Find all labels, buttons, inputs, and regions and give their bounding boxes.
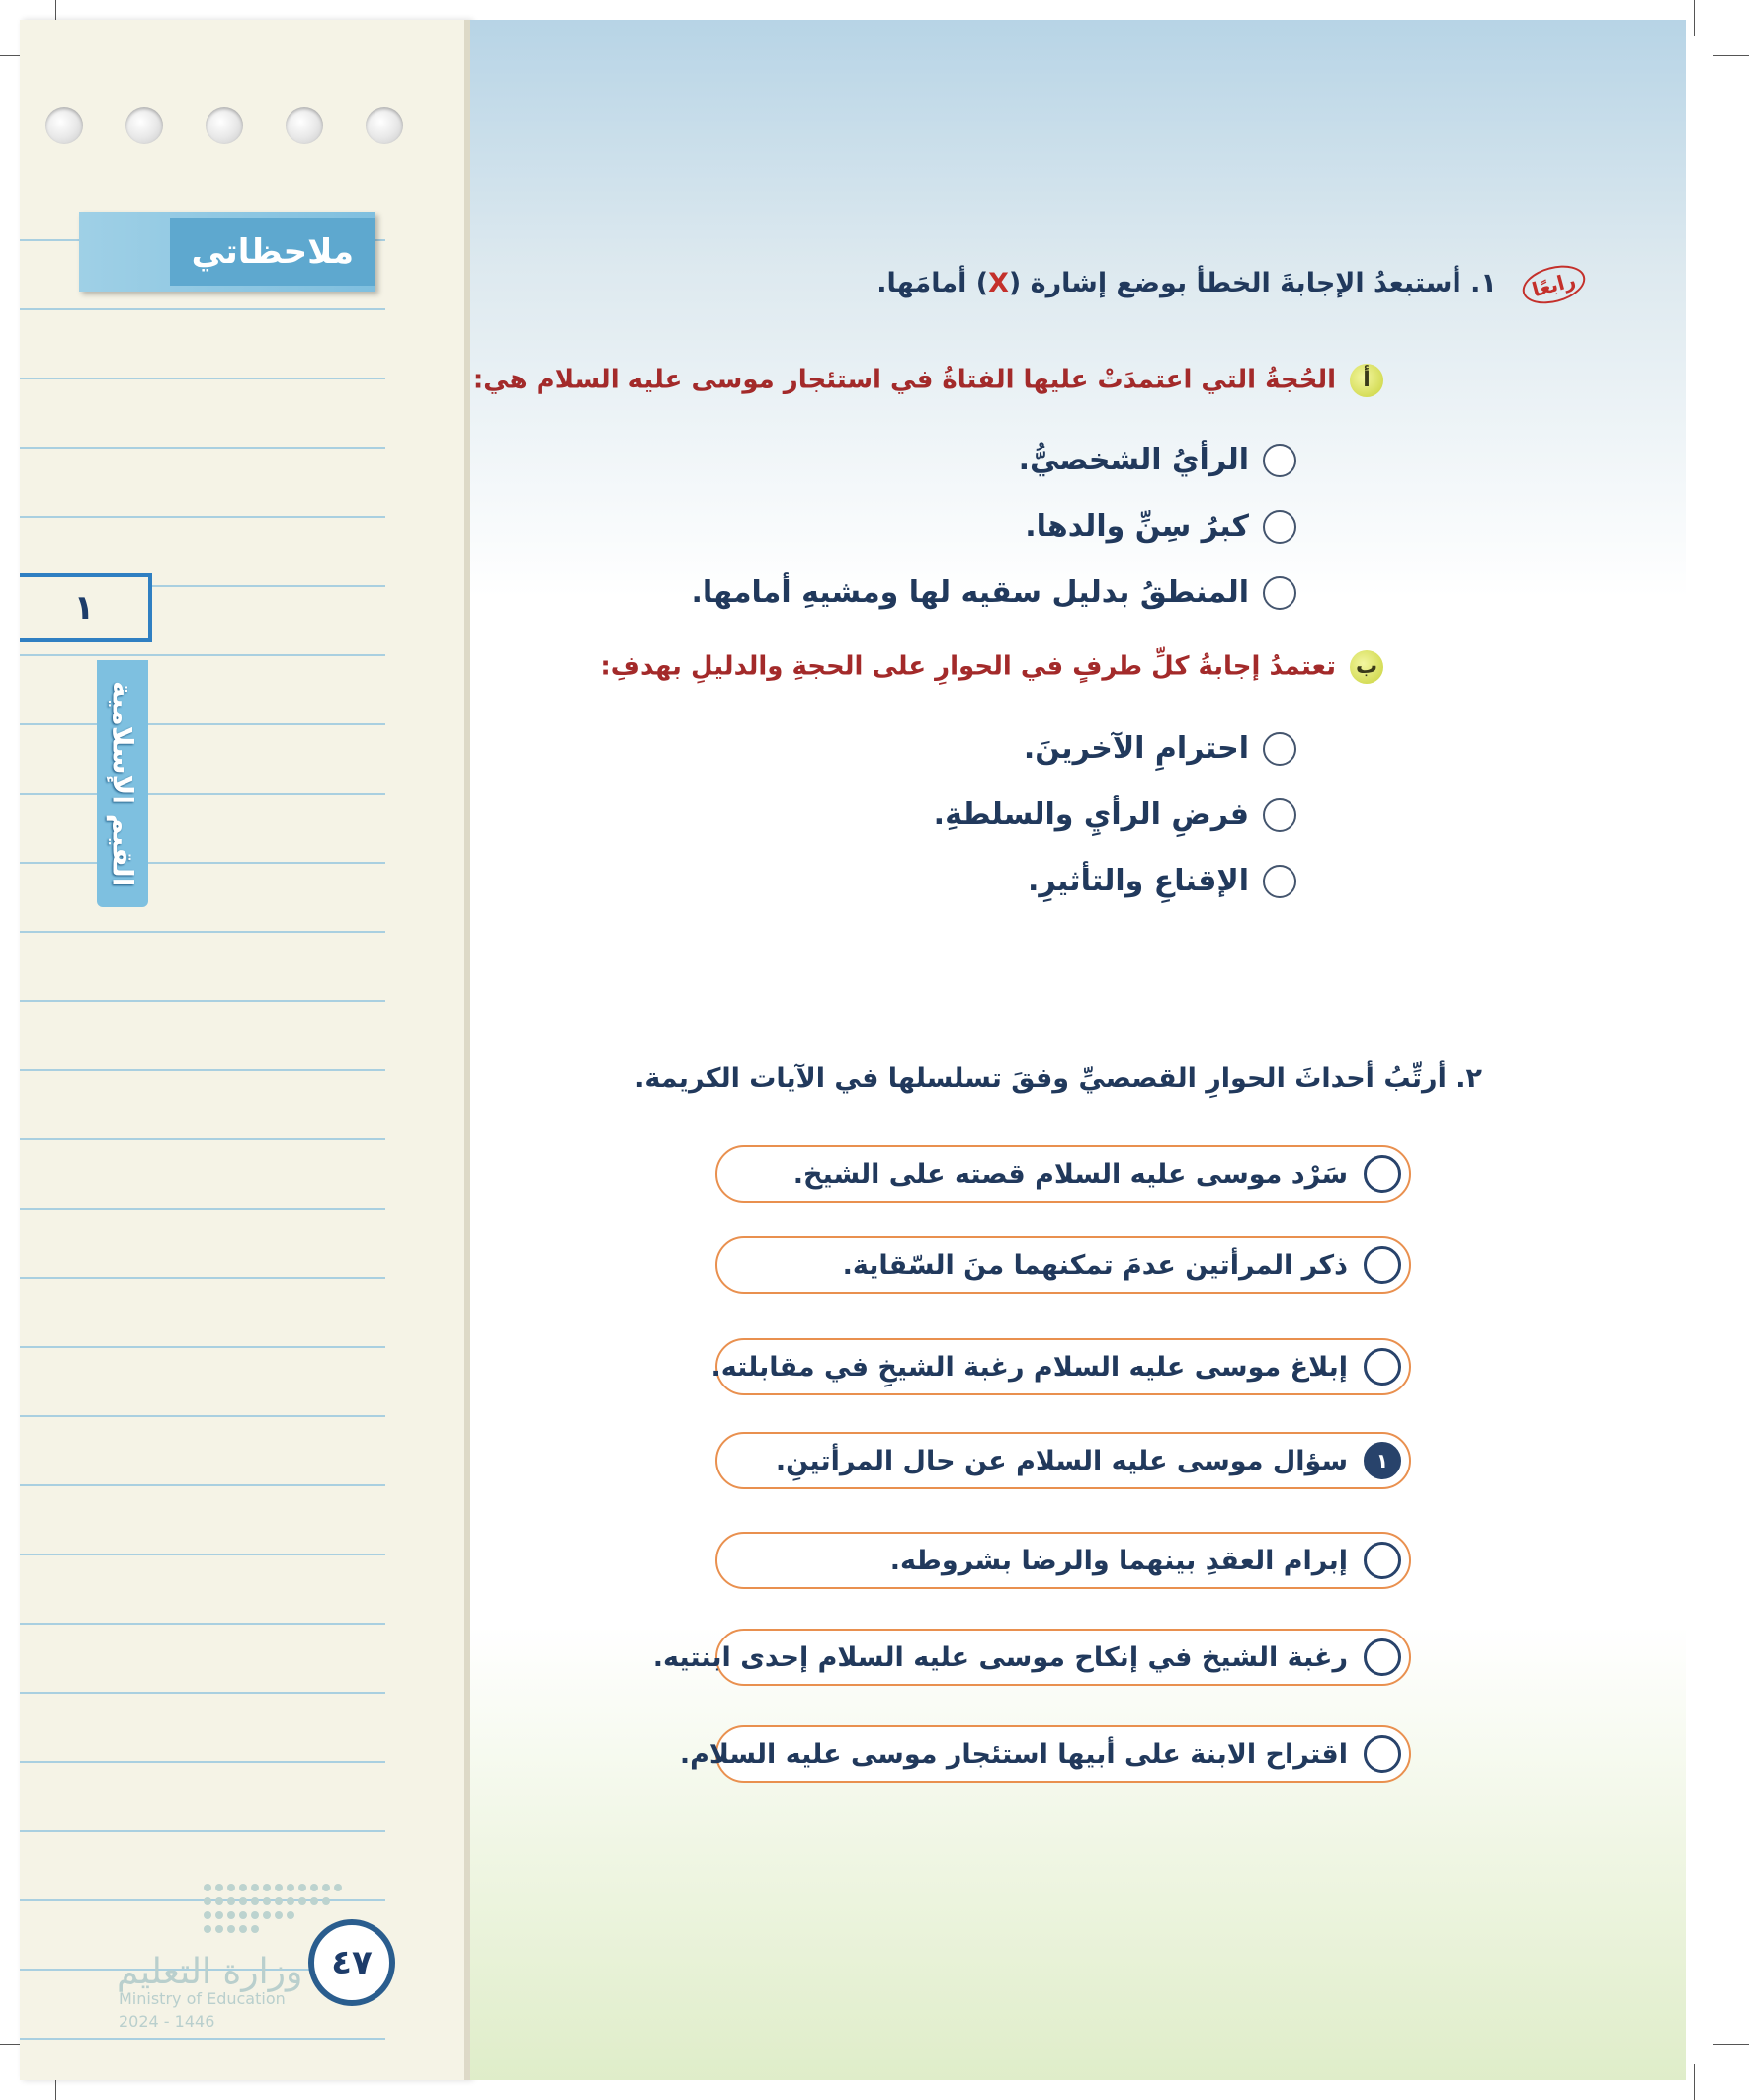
event-text: سَرْد موسى عليه السلام قصته على الشيخ. — [792, 1158, 1348, 1190]
order-circle[interactable] — [1364, 1638, 1401, 1676]
order-circle-filled[interactable]: ١ — [1364, 1442, 1401, 1479]
part-b-badge: ب — [1350, 650, 1383, 684]
page-number — [308, 1919, 395, 2006]
notes-ruled-line — [20, 793, 385, 795]
part-b-text: تعتمدُ إجابةُ كلِّ طرفٍ في الحوارِ على الحجةِ والدليلِ بهدفِ: — [600, 651, 1336, 682]
notes-ruled-line — [20, 1208, 385, 1210]
q2-heading — [634, 1063, 1482, 1094]
notes-ruled-line — [20, 1069, 385, 1071]
option-text: كبرُ سِنِّ والدها. — [1025, 509, 1249, 544]
q1-prompt-end: ) أمامَها. — [876, 268, 989, 298]
notes-ruled-line — [20, 1277, 385, 1279]
answer-circle[interactable] — [1263, 798, 1296, 832]
unit-title-tab — [97, 660, 148, 907]
q1a-option[interactable] — [1025, 509, 1296, 544]
x-mark-icon: X — [988, 268, 1009, 298]
option-text: الرأيُ الشخصيُّ. — [1018, 443, 1249, 477]
notes-ruled-line — [20, 1761, 385, 1763]
q2-prompt: أرتِّبُ أحداثَ الحوارِ القصصيِّ وفقَ تسلسلها في الآيات الكريمة. — [634, 1063, 1447, 1094]
event-text: سؤال موسى عليه السلام عن حال المرأتينِ. — [775, 1445, 1348, 1476]
answer-circle[interactable] — [1263, 732, 1296, 766]
order-circle[interactable] — [1364, 1735, 1401, 1773]
notes-ruled-line — [20, 2038, 385, 2040]
q1-prompt-start: أستبعدُ الإجابةَ الخطأ بوضع إشارة ( — [1008, 268, 1461, 298]
notes-ruled-line — [20, 1554, 385, 1555]
binder-hole — [366, 107, 403, 144]
q1-number: ١. — [1470, 268, 1497, 298]
notes-ruled-line — [20, 862, 385, 864]
option-text: المنطقُ بدليل سقيه لها ومشيهِ أمامها. — [691, 575, 1249, 610]
event-text: ذكر المرأتين عدمَ تمكنهما منَ السّقاية. — [842, 1249, 1348, 1281]
answer-circle[interactable] — [1263, 865, 1296, 898]
option-text: احترامِ الآخرينَ. — [1023, 731, 1249, 766]
event-item[interactable] — [715, 1532, 1411, 1589]
section-marker: رابعًا — [1519, 259, 1590, 310]
ministry-name-english: Ministry of Education — [119, 1989, 286, 2008]
ministry-name-arabic: وزارة التعليم — [117, 1952, 303, 1992]
crop-mark — [1694, 0, 1695, 36]
unit-title: القيم الإسلامية — [106, 680, 139, 887]
event-item[interactable] — [715, 1145, 1411, 1203]
event-text: إبرام العقدِ بينهما والرضا بشروطه. — [889, 1545, 1348, 1576]
order-circle[interactable] — [1364, 1348, 1401, 1386]
notes-ruled-line — [20, 1484, 385, 1486]
notes-ruled-line — [20, 378, 385, 379]
binder-hole — [206, 107, 243, 144]
crop-mark — [1694, 2064, 1695, 2100]
unit-number-box — [20, 573, 152, 642]
event-text: رغبة الشيخ في إنكاح موسى عليه السلام إحدى ابنتيه. — [652, 1641, 1348, 1673]
event-text: اقتراح الابنة على أبيها استئجار موسى عليه السلام. — [679, 1738, 1348, 1770]
binder-hole — [45, 107, 83, 144]
notes-sidebar — [20, 20, 470, 2080]
notes-ruled-line — [20, 1138, 385, 1140]
part-a-badge: أ — [1350, 364, 1383, 397]
event-item[interactable] — [715, 1432, 1411, 1489]
order-circle[interactable] — [1364, 1246, 1401, 1284]
notes-ruled-line — [20, 1346, 385, 1348]
q2-number: ٢. — [1456, 1063, 1482, 1094]
q1-part-b-prompt — [600, 650, 1383, 684]
event-text: إبلاغ موسى عليه السلام رغبة الشيخِ في مقابلته. — [710, 1351, 1348, 1383]
notes-title-banner — [79, 212, 375, 292]
notes-title: ملاحظاتي — [170, 218, 375, 286]
binder-hole — [286, 107, 323, 144]
q1a-option[interactable] — [692, 575, 1297, 610]
binder-hole — [125, 107, 163, 144]
notes-ruled-line — [20, 308, 385, 310]
notes-ruled-line — [20, 1415, 385, 1417]
option-text: فرضِ الرأيِ والسلطةِ. — [933, 798, 1249, 832]
q1-part-a-prompt — [473, 364, 1383, 397]
q1b-option[interactable] — [1028, 864, 1296, 898]
crop-mark — [1713, 2044, 1749, 2045]
q1a-option[interactable] — [1019, 443, 1296, 477]
answer-circle[interactable] — [1263, 576, 1296, 610]
answer-circle[interactable] — [1263, 444, 1296, 477]
unit-number: ١ — [73, 588, 95, 628]
answer-circle[interactable] — [1263, 510, 1296, 544]
q1b-option[interactable] — [934, 798, 1296, 832]
notes-ruled-line — [20, 723, 385, 725]
notes-ruled-line — [20, 1692, 385, 1694]
notes-ruled-line — [20, 1830, 385, 1832]
event-item[interactable] — [679, 1725, 1411, 1783]
notes-ruled-line — [20, 931, 385, 933]
crop-mark — [1713, 55, 1749, 56]
notes-ruled-line — [20, 447, 385, 449]
event-item[interactable] — [710, 1338, 1411, 1395]
notes-ruled-line — [20, 516, 385, 518]
event-item[interactable] — [715, 1236, 1411, 1294]
option-text: الإقناعِ والتأثيرِ. — [1028, 864, 1249, 898]
notes-ruled-line — [20, 654, 385, 656]
order-circle[interactable] — [1364, 1155, 1401, 1193]
order-circle[interactable] — [1364, 1542, 1401, 1579]
q1-heading — [876, 267, 1586, 302]
event-item[interactable] — [652, 1629, 1411, 1686]
notes-ruled-line — [20, 1000, 385, 1002]
q1b-option[interactable] — [1024, 731, 1296, 766]
notes-ruled-line — [20, 1623, 385, 1625]
edition-year: 2024 - 1446 — [119, 2012, 215, 2031]
part-a-text: الحُجةُ التي اعتمدَتْ عليها الفتاةُ في استئجار موسى عليه السلام هي: — [472, 365, 1336, 395]
page-number-label: ٤٧ — [331, 1943, 373, 1982]
